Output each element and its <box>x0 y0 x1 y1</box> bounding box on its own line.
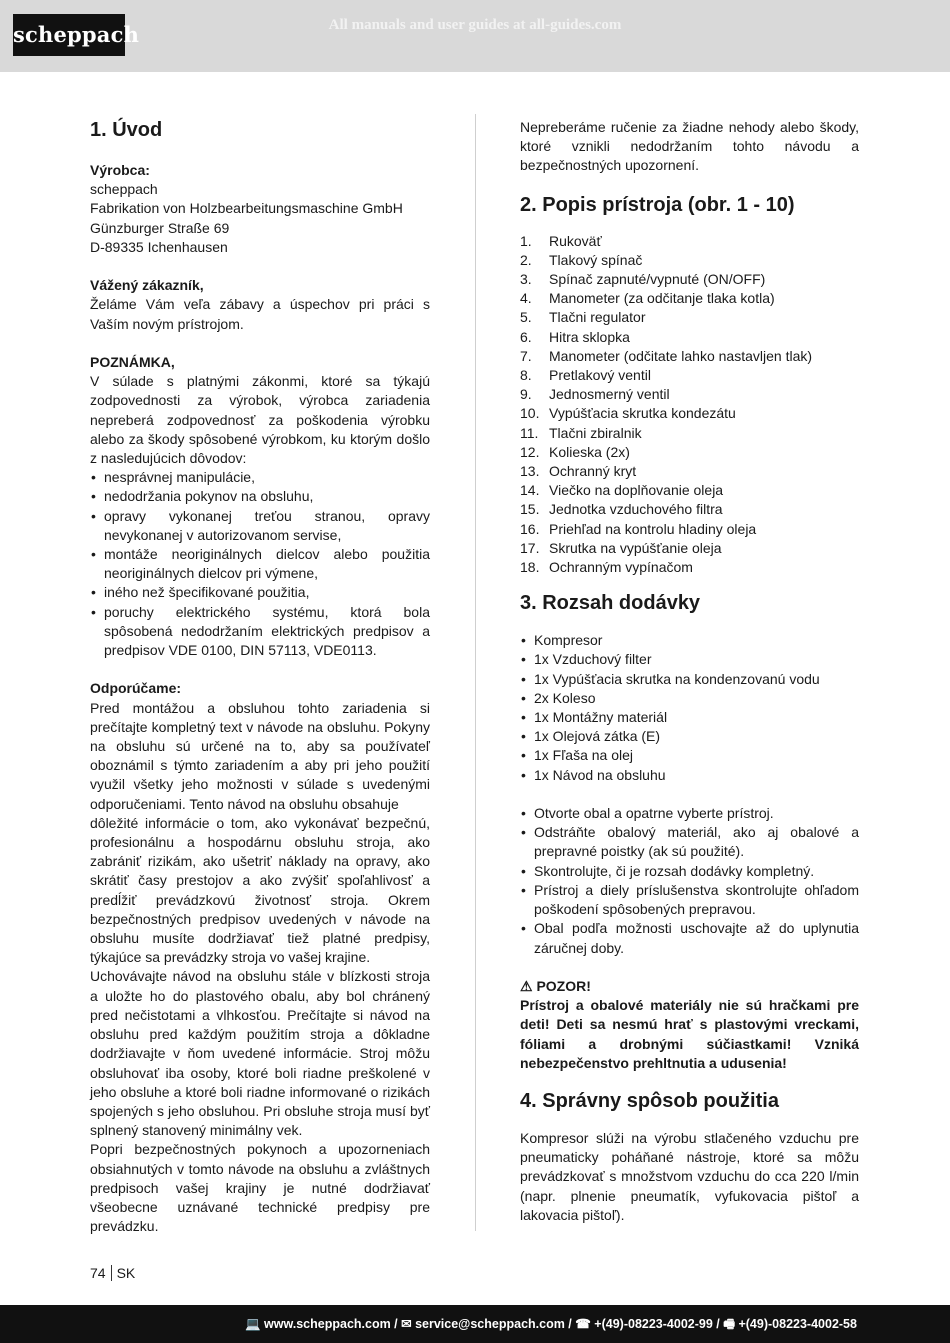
warning-text: Prístroj a obalové materiály nie sú hračkami pre deti! Deti sa nesmú hrať s plastovými vreckami, fóliami a drobnými súčiastkami! Vzniká nebezpečenstvo prehltnutia a udusenia! <box>520 997 859 1071</box>
list-item: • 1x Vzduchový filter <box>520 650 859 669</box>
manufacturer-line: Fabrikation von Holzbearbeitungsmaschine GmbH <box>90 200 403 217</box>
list-item: 18. Ochranným vypínačom <box>520 559 693 576</box>
list-item: 5. Tlačni regulator <box>520 309 646 326</box>
liability-text: Nepreberáme ručenie za žiadne nehody alebo škody, ktoré vznikli nedodržaním tohto návodu a bezpečnostných upozornení. <box>520 119 859 174</box>
contact-bar <box>0 1305 950 1343</box>
note-list <box>90 468 430 660</box>
list-item: • iného než špecifikované použitia, <box>90 583 430 602</box>
watermark-text: All manuals and user guides at all-guides.com <box>328 17 622 33</box>
list-item: • Otvorte obal a opatrne vyberte prístroj. <box>520 804 859 823</box>
contact-info: 💻 www.scheppach.com / ✉ service@scheppach.com / ☎ +(49)-08223-4002-99 / 🖷 +(49)-08223-4002-58 <box>245 1317 857 1331</box>
list-item: • montáže neoriginálnych dielcov alebo použitia neoriginálnych dielcov pri výmene, <box>90 545 430 583</box>
section-1-title: 1. Úvod <box>90 119 163 141</box>
section-2-title: 2. Popis prístroja (obr. 1 - 10) <box>520 193 795 216</box>
scheppach-logo: scheppach <box>13 14 125 56</box>
list-item: 4. Manometer (za odčitanje tlaka kotla) <box>520 290 775 307</box>
list-item: 8. Pretlakový ventil <box>520 367 651 384</box>
list-item: 13. Ochranný kryt <box>520 463 637 480</box>
list-item: • Kompresor <box>520 631 859 650</box>
list-item: 16. Priehľad na kontrolu hladiny oleja <box>520 520 757 537</box>
list-item: • Skontrolujte, či je rozsah dodávky kompletný. <box>520 862 859 881</box>
list-item: 9. Jednosmerný ventil <box>520 386 670 403</box>
dear-customer-label: Vážený zákazník, <box>90 277 204 294</box>
list-item: 12. Kolieska (2x) <box>520 443 630 460</box>
list-item: 2. Tlakový spínač <box>520 251 643 268</box>
list-item: • 1x Fľaša na olej <box>520 746 859 765</box>
header-bar <box>0 0 950 72</box>
left-column <box>90 118 430 1236</box>
recommendation-text: dôležité informácie o tom, ako vykonávať bezpečnú, profesionálnu a hospodárnu obsluhu stroja, ako zabrániť rizikám, ako ušetriť náklady na opravy, ako skrátiť časy prestojov a ako zvýšiť spoľahlivosť a predĺžiť prevádzkovú životnosť stroja. Okrem bezpečnostných predpisov uvedených v návode na obsluhu musíte dodržiavať tiež platné predpisy, týkajúce sa prevádzky stroja vo vašej krajine. <box>90 814 430 966</box>
list-item: • nesprávnej manipulácie, <box>90 468 430 487</box>
manufacturer-line: scheppach <box>90 181 158 198</box>
recommendation-text: Pred montážou a obsluhou tohto zariadenia si prečítajte kompletný text v návode na obsluhu. Pokyny na obsluhu sú určené na to, aby sa používateľ oboznámil s týmto zariadením a aby pri jeho použití využil všetky jeho možnosti v súlade s uvedenými odporučeniami. Tento návod na obsluhu obsahuje <box>90 699 430 812</box>
list-item: 6. Hitra sklopka <box>520 328 630 345</box>
list-item: 10. Vypúšťacia skrutka kondezátu <box>520 405 736 422</box>
section-4-title: 4. Správny spôsob použitia <box>520 1089 779 1112</box>
list-item: 7. Manometer (odčitate lahko nastavljen tlak) <box>520 347 813 364</box>
manufacturer-line: Günzburger Straße 69 <box>90 219 230 236</box>
right-column <box>520 118 859 1225</box>
manufacturer-label: Výrobca: <box>90 162 150 178</box>
column-divider <box>475 114 476 1231</box>
section-3-title: 3. Rozsah dodávky <box>520 592 701 615</box>
list-item: • poruchy elektrického systému, ktorá bola spôsobená nedodržaním elektrických predpisov a predpisov VDE 0100, DIN 57113, VDE0113. <box>90 603 430 661</box>
list-item: • 1x Návod na obsluhu <box>520 766 859 785</box>
page-footer <box>90 1265 135 1281</box>
recommendation-text: Uchovávajte návod na obsluhu stále v blízkosti stroja a uložte ho do plastového obalu, aby bol chránený pred nečistotami a vlhkosťou. Prečítajte si návod na obsluhu pred každým použitím stroja a dôkladne dodržiavajte v ňom uvedené informácie. Stroj môžu obsluhovať iba osoby, ktoré boli riadne preškolené v jeho obsluhe a ktoré boli riadne informované o rizikách spojených s jeho obsluhou. Pri obsluhe stroja musí byť splnený stanovený minimálny vek. <box>90 968 430 1139</box>
list-item: 15. Jednotka vzduchového filtra <box>520 501 723 518</box>
list-item: • 1x Montážny materiál <box>520 708 859 727</box>
list-item: • 2x Koleso <box>520 689 859 708</box>
list-item: 11. Tlačni zbiralnik <box>520 424 642 441</box>
warning-label: ⚠ POZOR! <box>520 977 591 994</box>
list-item: • Prístroj a diely príslušenstva skontrolujte ohľadom poškodení spôsobených prepravou. <box>520 881 859 919</box>
page-number: 74 <box>90 1265 106 1281</box>
unpacking-list <box>520 804 859 958</box>
list-item: 14. Viečko na doplňovanie oleja <box>520 482 724 499</box>
note-text: V súlade s platnými zákonmi, ktoré sa týkajú zodpovednosti za výrobok, výrobca zariadenia nepreberá zodpovednosť za poškodenia výrobku alebo za škody spôsobené výrobkom, ku ktorým došlo z nasledujúcich dôvodov: <box>90 373 430 467</box>
list-item: 17. Skrutka na vypúšťanie oleja <box>520 539 722 556</box>
list-item: • Odstráňte obalový materiál, ako aj obalové a prepravné poistky (ak sú použité). <box>520 823 859 861</box>
language-code: SK <box>116 1265 136 1281</box>
list-item: • 1x Olejová zátka (E) <box>520 727 859 746</box>
intended-use-text: Kompresor slúži na výrobu stlačeného vzduchu pre pneumaticky poháňané nástroje, ktoré sa môžu prevádzkovať s množstvom vzduchu do cca 220 l/min (napr. plnenie pneumatík, vyfukovacia pištoľ a lakovacia pištoľ). <box>520 1129 859 1223</box>
list-item: • Obal podľa možnosti uschovajte až do uplynutia záručnej doby. <box>520 919 859 957</box>
list-item: • nedodržania pokynov na obsluhu, <box>90 487 430 506</box>
list-item: 3. Spínač zapnuté/vypnuté (ON/OFF) <box>520 271 766 288</box>
recommendation-label: Odporúčame: <box>90 680 182 697</box>
manufacturer-line: D-89335 Ichenhausen <box>90 238 228 255</box>
scope-list <box>520 631 859 785</box>
dear-customer-text: Želáme Vám veľa zábavy a úspechov pri práci s Vaším novým prístrojom. <box>90 296 430 332</box>
list-item: 1. Rukoväť <box>520 232 602 249</box>
parts-list <box>520 232 859 578</box>
list-item: • 1x Vypúšťacia skrutka na kondenzovanú vodu <box>520 670 859 689</box>
list-item: • opravy vykonanej treťou stranou, opravy nevykonanej v autorizovanom servise, <box>90 507 430 545</box>
recommendation-text: Popri bezpečnostných pokynoch a upozorneniach obsiahnutých v tomto návode na obsluhu a zvláštnych predpisoch vašej krajiny je nutné dodržiavať všeobecne uznávané technické predpisy pre prevádzku. <box>90 1141 430 1235</box>
note-label: POZNÁMKA, <box>90 354 175 370</box>
